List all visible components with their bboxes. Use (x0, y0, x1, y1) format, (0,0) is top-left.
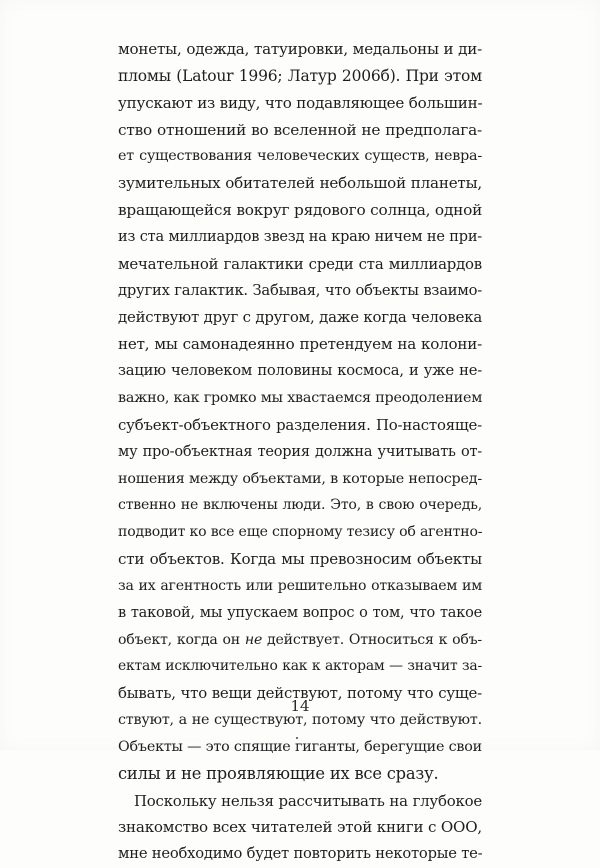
text-line (118, 143, 482, 170)
text-run: бывать, что вещи действуют, потому что суще- (118, 684, 482, 703)
text-run: ствуют, а не существуют, потому что действуют. (118, 712, 482, 729)
text-run: нет, мы самонадеянно претендуем на колони- (118, 335, 482, 354)
text-line (118, 573, 482, 600)
text-run: объект, когда он (118, 631, 245, 648)
page-number: 14 (290, 697, 310, 715)
text-line (118, 814, 482, 841)
text-run: пломы (Latour 1996; Латур 2006б). При этом (118, 66, 482, 85)
text-run: других галактик. Забывая, что объекты взаимо- (118, 281, 482, 299)
text-run: силы и не проявляющие их все сразу. (118, 763, 439, 783)
text-run: ектам исключительно как к акторам — значит за- (118, 658, 482, 675)
text-line (118, 224, 482, 251)
text-line (118, 761, 482, 788)
text-line (118, 197, 482, 224)
text-line (118, 63, 482, 90)
text-line (118, 36, 482, 63)
text-run: действуют друг с другом, даже когда человека (118, 308, 482, 327)
print-speck (296, 737, 298, 739)
text-line (118, 358, 482, 385)
body-text (118, 36, 482, 868)
text-line (118, 170, 482, 197)
text-run: зацию человеком половины космоса, и уже не- (118, 362, 482, 380)
text-run: подводит ко все еще спорному тезису об агентно- (118, 524, 483, 541)
text-run: упускают из виду, что подавляющее большин- (118, 93, 483, 112)
italic-emphasis: не (244, 631, 263, 648)
text-run: мечательной галактики среди ста миллиардов (118, 254, 482, 273)
text-run: из ста миллиардов звезд на краю ничем не при- (118, 228, 482, 245)
text-run: важно, как громко мы хвастаемся преодолением (118, 389, 483, 406)
text-run: Объекты — это спящие гиганты, берегущие свои (118, 738, 482, 755)
text-run: знакомство всех читателей этой книги с ООО, (118, 818, 482, 837)
text-line (118, 653, 482, 680)
text-line (118, 600, 482, 627)
text-run: за их агентность или решительно отказываем им (118, 577, 482, 594)
text-run: зумительных обитателей небольшой планеты, (118, 174, 482, 193)
text-run: му про-объектная теория должна учитывать от- (118, 443, 482, 460)
text-run: действует. Относиться к объ- (262, 631, 482, 648)
text-line (118, 841, 482, 868)
text-run: ственно не включены люди. Это, в свою очередь, (118, 497, 482, 514)
text-run: субъект-объектного разделения. По-настояще- (118, 415, 482, 434)
text-run: ет существования человеческих существ, невра- (118, 148, 482, 165)
text-line (118, 331, 482, 358)
text-run: сти объектов. Когда мы превозносим объекты (118, 550, 482, 569)
text-line (118, 412, 482, 439)
text-line (118, 117, 482, 144)
text-run: Поскольку нельзя рассчитывать на глубокое (134, 791, 482, 810)
text-line (118, 519, 482, 546)
text-line (118, 439, 482, 466)
text-run: монеты, одежда, татуировки, медальоны и ди- (118, 40, 482, 58)
text-line (118, 251, 482, 278)
text-run: ство отношений во вселенной не предполага- (118, 120, 482, 139)
text-line (118, 734, 482, 761)
text-line (118, 385, 482, 412)
text-line (118, 90, 482, 117)
text-line (118, 546, 482, 573)
text-run: вращающейся вокруг рядового солнца, одной (118, 201, 483, 220)
text-line (118, 627, 482, 654)
text-run: в таковой, мы упускаем вопрос о том, что такое (118, 604, 482, 621)
text-run: мне необходимо будет повторить некоторые те- (118, 845, 483, 863)
text-line (118, 304, 482, 331)
text-line (118, 492, 482, 519)
text-line (118, 466, 482, 493)
text-line (118, 278, 482, 305)
text-run: ношения между объектами, в которые непосред- (118, 470, 482, 487)
paragraph-first-line (118, 788, 482, 815)
